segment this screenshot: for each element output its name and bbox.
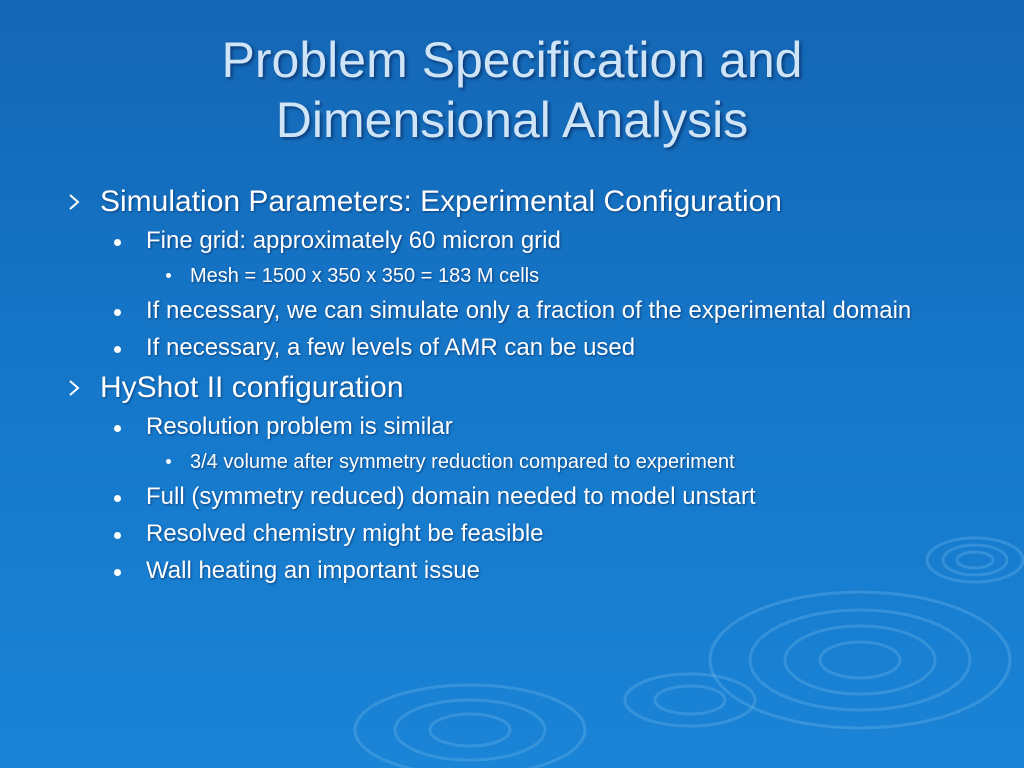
bullet-text: Mesh = 1500 x 350 x 350 = 183 M cells	[190, 265, 540, 287]
bullet-text: Resolved chemistry might be feasible	[146, 520, 544, 547]
bullet-text: 3/4 volume after symmetry reduction compared to experiment	[190, 451, 735, 473]
bullet-text: Full (symmetry reduced) domain needed to model unstart	[146, 483, 756, 510]
bullet-text: Fine grid: approximately 60 micron grid	[146, 227, 561, 254]
dot-bullet-icon	[114, 239, 121, 246]
bullet-item	[62, 333, 982, 363]
bullet-item	[62, 296, 982, 326]
arrow-bullet-icon	[66, 379, 82, 397]
dot-bullet-icon	[114, 532, 121, 539]
title-line-1: Problem Specification and	[221, 32, 803, 88]
bullet-item	[62, 556, 982, 586]
bullet-item	[62, 263, 982, 289]
bullet-item	[62, 449, 982, 475]
dot-bullet-icon	[166, 459, 171, 464]
bullet-text: Resolution problem is similar	[146, 413, 453, 440]
dot-bullet-icon	[114, 495, 121, 502]
dot-bullet-icon	[166, 273, 171, 278]
bullet-text: HyShot II configuration	[100, 371, 404, 404]
dot-bullet-icon	[114, 346, 121, 353]
dot-bullet-icon	[114, 569, 121, 576]
bullet-item	[62, 482, 982, 512]
arrow-bullet-icon	[66, 193, 82, 211]
bullet-text: If necessary, a few levels of AMR can be used	[146, 334, 636, 361]
bullet-item	[62, 519, 982, 549]
bullet-text: Simulation Parameters: Experimental Configuration	[100, 185, 782, 218]
bullet-item	[62, 184, 982, 220]
bullet-list	[62, 184, 982, 593]
bullet-item	[62, 370, 982, 406]
title-line-2: Dimensional Analysis	[275, 92, 749, 148]
bullet-text: Wall heating an important issue	[146, 557, 480, 584]
dot-bullet-icon	[114, 309, 121, 316]
bullet-text: If necessary, we can simulate only a fraction of the experimental domain	[146, 297, 912, 324]
dot-bullet-icon	[114, 425, 121, 432]
slide-title	[0, 30, 1024, 150]
bullet-item	[62, 412, 982, 442]
bullet-item	[62, 226, 982, 256]
